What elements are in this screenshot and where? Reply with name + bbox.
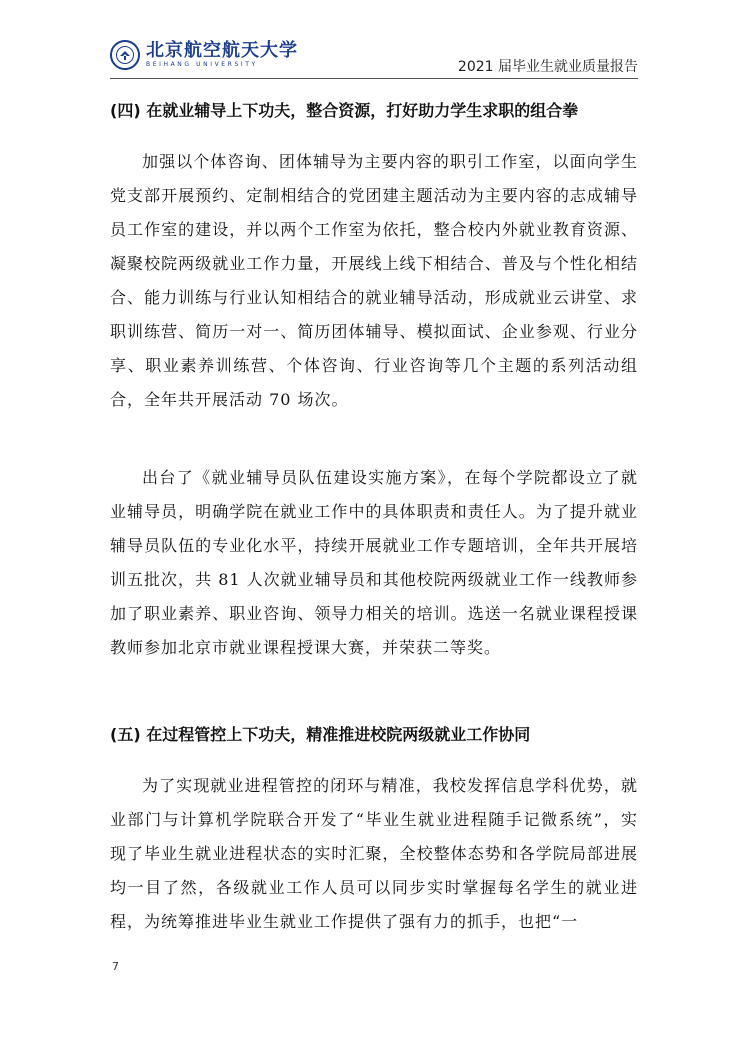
paragraph: 加强以个体咨询、团体辅导为主要内容的职引工作室，以面向学生党支部开展预约、定制相结合的党团建主题活动为主要内容的志成辅导员工作室的建设，并以两个工作室为依托，整合校内外就业教育资源、凝聚校院两级就业工作力量，开展线上线下相结合、普及与个性化相结合、能力训练与行业认知相结合的就业辅导活动，形成就业云讲堂、求职训练营、简历一对一、简历团体辅导、模拟面试、企业参观、行业分享、职业素养训练营、个体咨询、行业咨询等几个主题的系列活动组合，全年共开展活动 70 场次。 xyxy=(110,152,638,409)
page-number: 7 xyxy=(112,960,119,973)
section-heading-5: (五) 在过程管控上下功夫，精准推进校院两级就业工作协同 xyxy=(110,725,531,744)
section-heading-4: (四) 在就业辅导上下功夫，整合资源，打好助力学生求职的组合拳 xyxy=(110,101,579,120)
university-seal-icon xyxy=(110,40,140,70)
university-logo xyxy=(110,40,298,70)
page-header xyxy=(110,40,638,82)
logo-english-name: BEIHANG UNIVERSITY xyxy=(146,61,258,68)
paragraph: 为了实现就业进程管控的闭环与精准，我校发挥信息学科优势，就业部门与计算机学院联合开发了“毕业生就业进程随手记微系统”，实现了毕业生就业进程状态的实时汇聚，全校整体态势和各学院局部进展均一目了然，各级就业工作人员可以同步实时掌握每名学生的就业进程，为统筹推进毕业生就业工作提供了强有力的抓手，也把“一 xyxy=(110,776,638,931)
paragraph: 出台了《就业辅导员队伍建设实施方案》，在每个学院都设立了就业辅导员，明确学院在就业工作中的具体职责和责任人。为了提升就业辅导员队伍的专业化水平，持续开展就业工作专题培训，全年共开展培训五批次，共 81 人次就业辅导员和其他校院两级就业工作一线教师参加了职业素养、职业咨询、领导力相关的培训。选送一名就业课程授课教师参加北京市就业课程授课大赛，并荣获二等奖。 xyxy=(110,468,638,657)
header-divider xyxy=(110,78,638,79)
report-title: 2021 届毕业生就业质量报告 xyxy=(457,59,638,75)
logo-chinese-name: 北京航空航天大学 xyxy=(146,40,298,61)
